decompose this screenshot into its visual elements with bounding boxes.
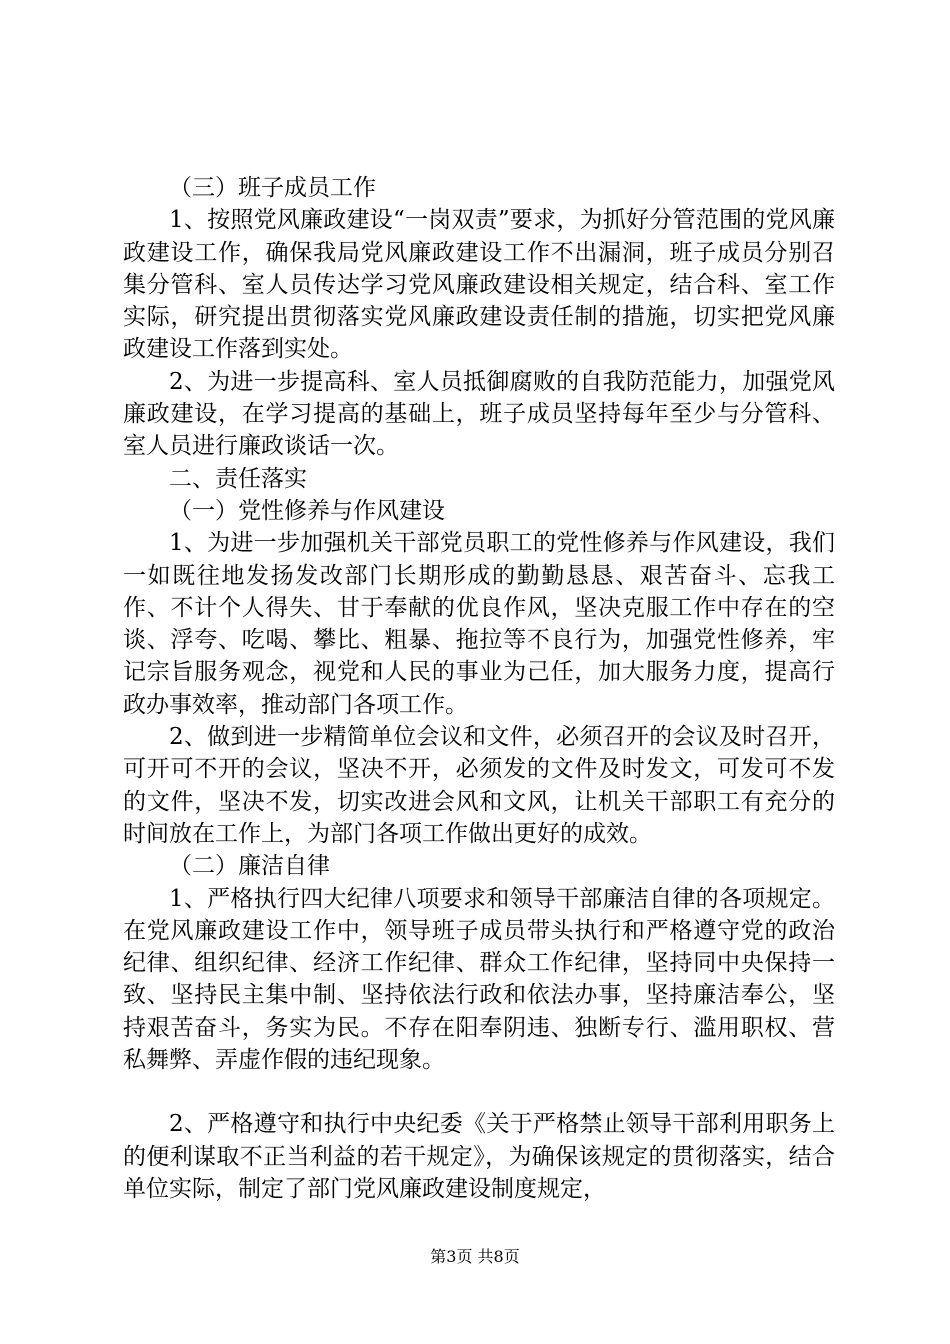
section-heading-integrity: （二）廉洁自律 [169, 853, 330, 880]
paragraph-integrity-2: 2、严格遵守和执行中央纪委《关于严格禁止领导干部利用职务上的便利谋取不正当利益的若干规定》，为确保该规定的贯彻落实，结合单位实际，制定了部门党风廉政建设制度规定， [123, 1111, 835, 1202]
paragraph-team-duty-2: 2、为进一步提高科、室人员抵御腐败的自我防范能力，加强党风廉政建设，在学习提高的基础上，班子成员坚持每年至少与分管科、室人员进行廉政谈话一次。 [123, 368, 835, 460]
page-number: 第3页 共8页 [430, 1247, 520, 1266]
section-heading-party-spirit: （一）党性修养与作风建设 [169, 497, 445, 524]
section-heading-team-members: （三）班子成员工作 [169, 175, 376, 201]
document-body [123, 172, 835, 1205]
paragraph-party-spirit-2: 2、做到进一步精简单位会议和文件，必须召开的会议及时召开，可开可不开的会议，坚决不开，必须发的文件及时发文，可发可不发的文件，坚决不发，切实改进会风和文风，让机关干部职工有充分的时间放在工作上，为部门各项工作做出更好的成效。 [123, 724, 835, 847]
paragraph-party-spirit-1: 1、为进一步加强机关干部党员职工的党性修养与作风建设，我们一如既往地发扬发改部门长期形成的勤勤恳恳、艰苦奋斗、忘我工作、不计个人得失、甘于奉献的优良作风，坚决克服工作中存在的空谈、浮夸、吃喝、攀比、粗暴、拖拉等不良行为，加强党性修养，牢记宗旨服务观念，视党和人民的事业为己任，加大服务力度，提高行政办事效率，推动部门各项工作。 [123, 530, 835, 718]
paragraph-integrity-1: 1、严格执行四大纪律八项要求和领导干部廉洁自律的各项规定。在党风廉政建设工作中，领导班子成员带头执行和严格遵守党的政治纪律、组织纪律、经济工作纪律、群众工作纪律，坚持同中央保持一致、坚持民主集中制、坚持依法行政和依法办事，坚持廉洁奉公，坚持艰苦奋斗，务实为民。不存在阳奉阴违、独断专行、滥用职权、营私舞弊、弄虚作假的违纪现象。 [123, 885, 835, 1074]
section-heading-responsibility: 二、责任落实 [169, 465, 307, 492]
paragraph-team-duty-1: 1、按照党风廉政建设“一岗双责”要求，为抓好分管范围的党风廉政建设工作，确保我局党风廉政建设工作不出漏洞，班子成员分别召集分管科、室人员传达学习党风廉政建设相关规定，结合科、室工作实际，研究提出贯彻落实党风廉政建设责任制的措施，切实把党风廉政建设工作落到实处。 [123, 207, 835, 363]
